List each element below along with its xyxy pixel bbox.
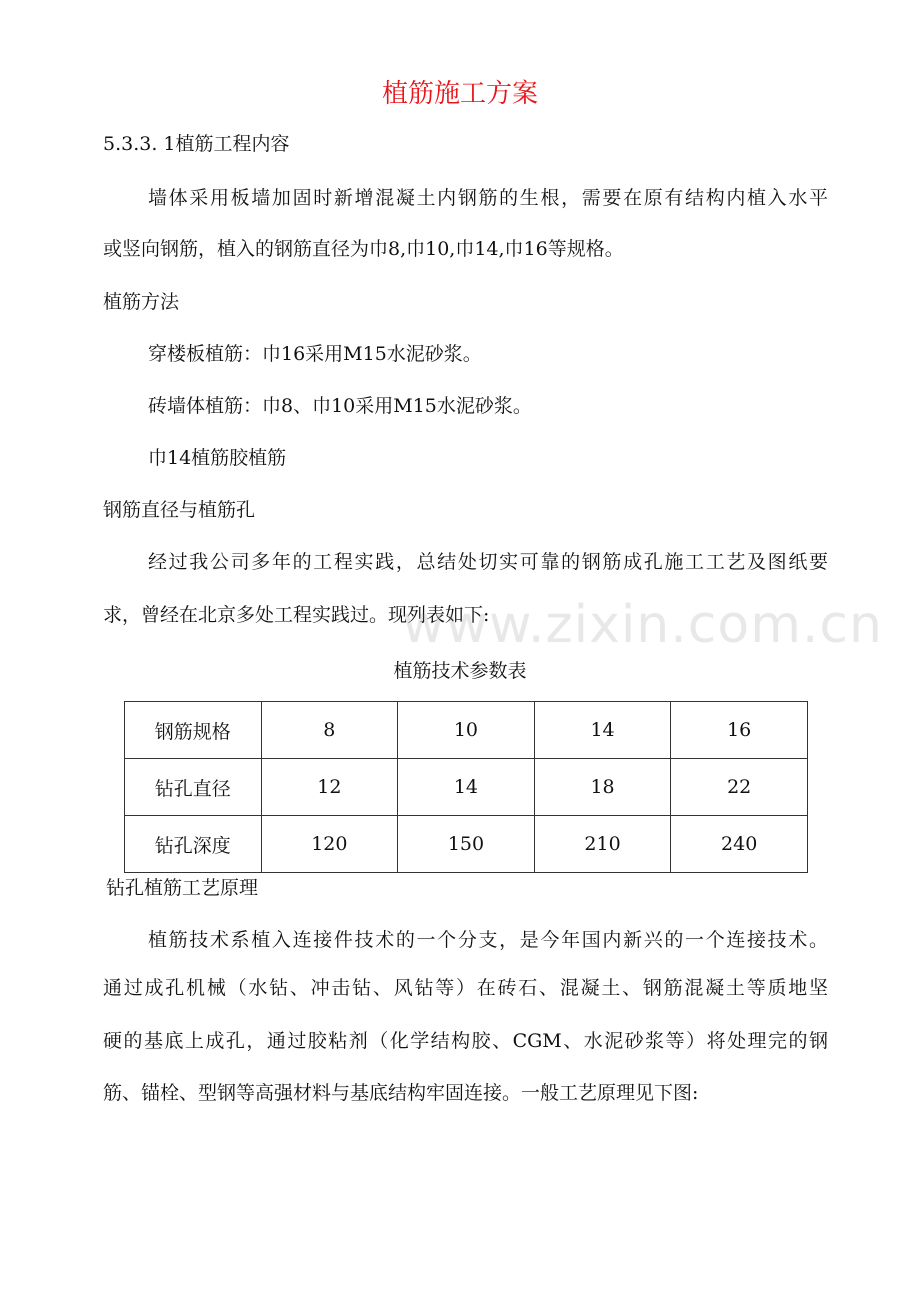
table-cell: 钻孔深度 xyxy=(125,816,262,873)
method-heading: 植筋方法 xyxy=(103,291,180,313)
parameter-table xyxy=(124,701,808,873)
table-cell: 150 xyxy=(398,816,535,873)
paragraph-3-line-4: 筋、锚栓、型钢等高强材料与基底结构牢固连接。一般工艺原理见下图: xyxy=(103,1082,699,1104)
table-cell: 8 xyxy=(261,702,398,759)
paragraph-2-line-2: 求，曾经在北京多处工程实践过。现列表如下: xyxy=(103,604,490,626)
table-row xyxy=(125,702,808,759)
table-caption: 植筋技术参数表 xyxy=(393,660,527,682)
table-cell: 钻孔直径 xyxy=(125,759,262,816)
table-cell: 16 xyxy=(671,702,808,759)
method-item: 穿楼板植筋：巾16采用M15水泥砂浆。 xyxy=(148,343,482,365)
table-cell: 12 xyxy=(261,759,398,816)
paragraph-3-line-2: 通过成孔机械（水钻、冲击钻、风钻等）在砖石、混凝土、钢筋混凝土等质地坚 xyxy=(103,977,828,999)
paragraph-3-line-3: 硬的基底上成孔，通过胶粘剂（化学结构胶、CGM、水泥砂浆等）将处理完的钢 xyxy=(103,1030,828,1052)
paragraph-1-line-1: 墙体采用板墙加固时新增混凝土内钢筋的生根，需要在原有结构内植入水平 xyxy=(148,187,828,209)
table-cell: 120 xyxy=(261,816,398,873)
method-item: 巾14植筋胶植筋 xyxy=(148,447,287,469)
paragraph-2-line-1: 经过我公司多年的工程实践，总结处切实可靠的钢筋成孔施工工艺及图纸要 xyxy=(148,551,828,573)
table-row xyxy=(125,759,808,816)
page-title: 植筋施工方案 xyxy=(381,79,538,109)
paragraph-3-line-1: 植筋技术系植入连接件技术的一个分支，是今年国内新兴的一个连接技术。 xyxy=(148,929,828,951)
table-cell: 14 xyxy=(398,759,535,816)
table-cell: 18 xyxy=(534,759,671,816)
diameter-heading: 钢筋直径与植筋孔 xyxy=(103,499,256,521)
table-cell: 10 xyxy=(398,702,535,759)
table-cell: 14 xyxy=(534,702,671,759)
principle-heading: 钻孔植筋工艺原理 xyxy=(106,877,259,899)
table-cell: 240 xyxy=(671,816,808,873)
watermark-text: www.zixin.com.cn xyxy=(402,595,883,655)
section-heading: 5.3.3. 1植筋工程内容 xyxy=(103,133,290,155)
method-item: 砖墙体植筋：巾8、巾10采用M15水泥砂浆。 xyxy=(148,395,532,417)
table-cell: 钢筋规格 xyxy=(125,702,262,759)
table-cell: 210 xyxy=(534,816,671,873)
table-row xyxy=(125,816,808,873)
table-cell: 22 xyxy=(671,759,808,816)
paragraph-1-line-2: 或竖向钢筋，植入的钢筋直径为巾8,巾10,巾14,巾16等规格。 xyxy=(103,238,624,260)
